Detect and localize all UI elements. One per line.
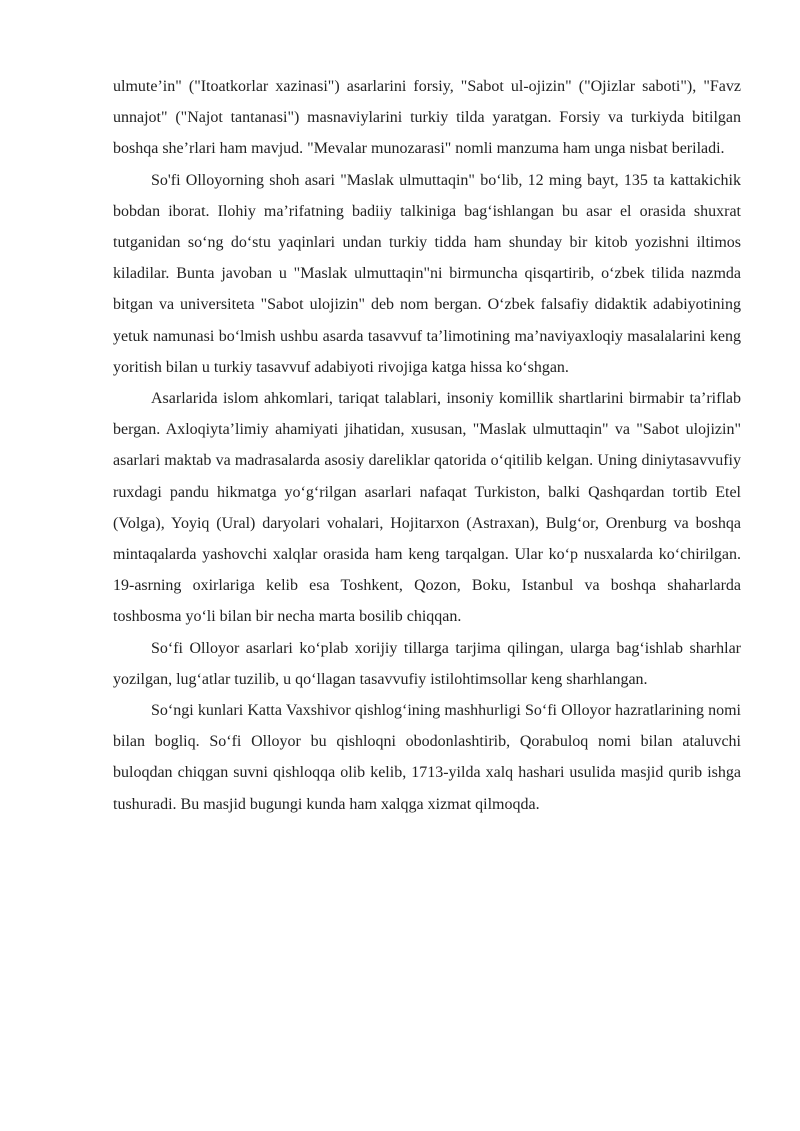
paragraph-4: So‘fi Olloyor asarlari ko‘plab xorijiy tillarga tarjima qilingan, ularga bag‘ishlab sharhlar yozilgan, lug‘atlar tuzilib, u qo‘llagan tasavvufiy istilohtimsollar keng sharhlangan.	[113, 639, 741, 688]
document-page	[113, 71, 741, 820]
paragraph-5: So‘ngi kunlari Katta Vaxshivor qishlog‘ining mashhurligi So‘fi Olloyor hazratlarining nomi bilan bogliq. So‘fi Olloyor bu qishloqni obodonlashtirib, Qorabuloq nomi bilan ataluvchi buloqdan chiqgan suvni qishloqqa olib kelib, 1713-yilda xalq hashari usulida masjid qurib ishga tushuradi. Bu masjid bugungi kunda ham xalqga xizmat qilmoqda.	[113, 702, 741, 813]
paragraph-2: So'fi Olloyorning shoh asari "Maslak ulmuttaqin" bo‘lib, 12 ming bayt, 135 ta kattakichik bobdan iborat. Ilohiy ma’rifatning badiiy talkiniga bag‘ishlangan bu asar el orasida shuxrat tutganidan so‘ng do‘stu yaqinlari undan turkiy tidda ham shunday bir kitob yozishni iltimos kiladilar. Bunta javoban u "Maslak ulmuttaqin"ni birmuncha qisqartirib, o‘zbek tilida nazmda bitgan va universiteta "Sabot ulojizin" deb nom bergan. O‘zbek falsafiy didaktik adabiyotining yetuk namunasi bo‘lmish ushbu asarda tasavvuf ta’limotining ma’naviyaxloqiy masalalarini keng yoritish bilan u turkiy tasavvuf adabiyoti rivojiga katga hissa ko‘shgan.	[113, 171, 741, 376]
paragraph-3: Asarlarida islom ahkomlari, tariqat talablari, insoniy komillik shartlarini birmabir ta’riflab bergan. Axloqiyta’limiy ahamiyati jihatidan, xususan, "Maslak ulmuttaqin" va "Sabot ulojizin" asarlari maktab va madrasalarda asosiy dareliklar qatorida o‘qitilib kelgan. Uning diniytasavvufiy ruxdagi pandu hikmatga yo‘g‘rilgan asarlari nafaqat Turkiston, balki Qashqardan tortib Etel (Volga), Yoyiq (Ural) daryolari vohalari, Hojitarxon (Astraxan), Bulg‘or, Orenburg va boshqa mintaqalarda yashovchi xalqlar orasida ham keng tarqalgan. Ular ko‘p nusxalarda ko‘chirilgan. 19-asrning oxirlariga kelib esa Toshkent, Qozon, Boku, Istanbul va boshqa shaharlarda toshbosma yo‘li bilan bir necha marta bosilib chiqqan.	[113, 390, 741, 626]
paragraph-1: ulmute’in" ("Itoatkorlar xazinasi") asarlarini forsiy, "Sabot ul-ojizin" ("Ojizlar saboti"), "Favz unnajot" ("Najot tantanasi") masnaviylarini turkiy tilda yaratgan. Forsiy va turkiyda bitilgan boshqa she’rlari ham mavjud. "Mevalar munozarasi" nomli manzuma ham unga nisbat beriladi.	[113, 78, 741, 158]
